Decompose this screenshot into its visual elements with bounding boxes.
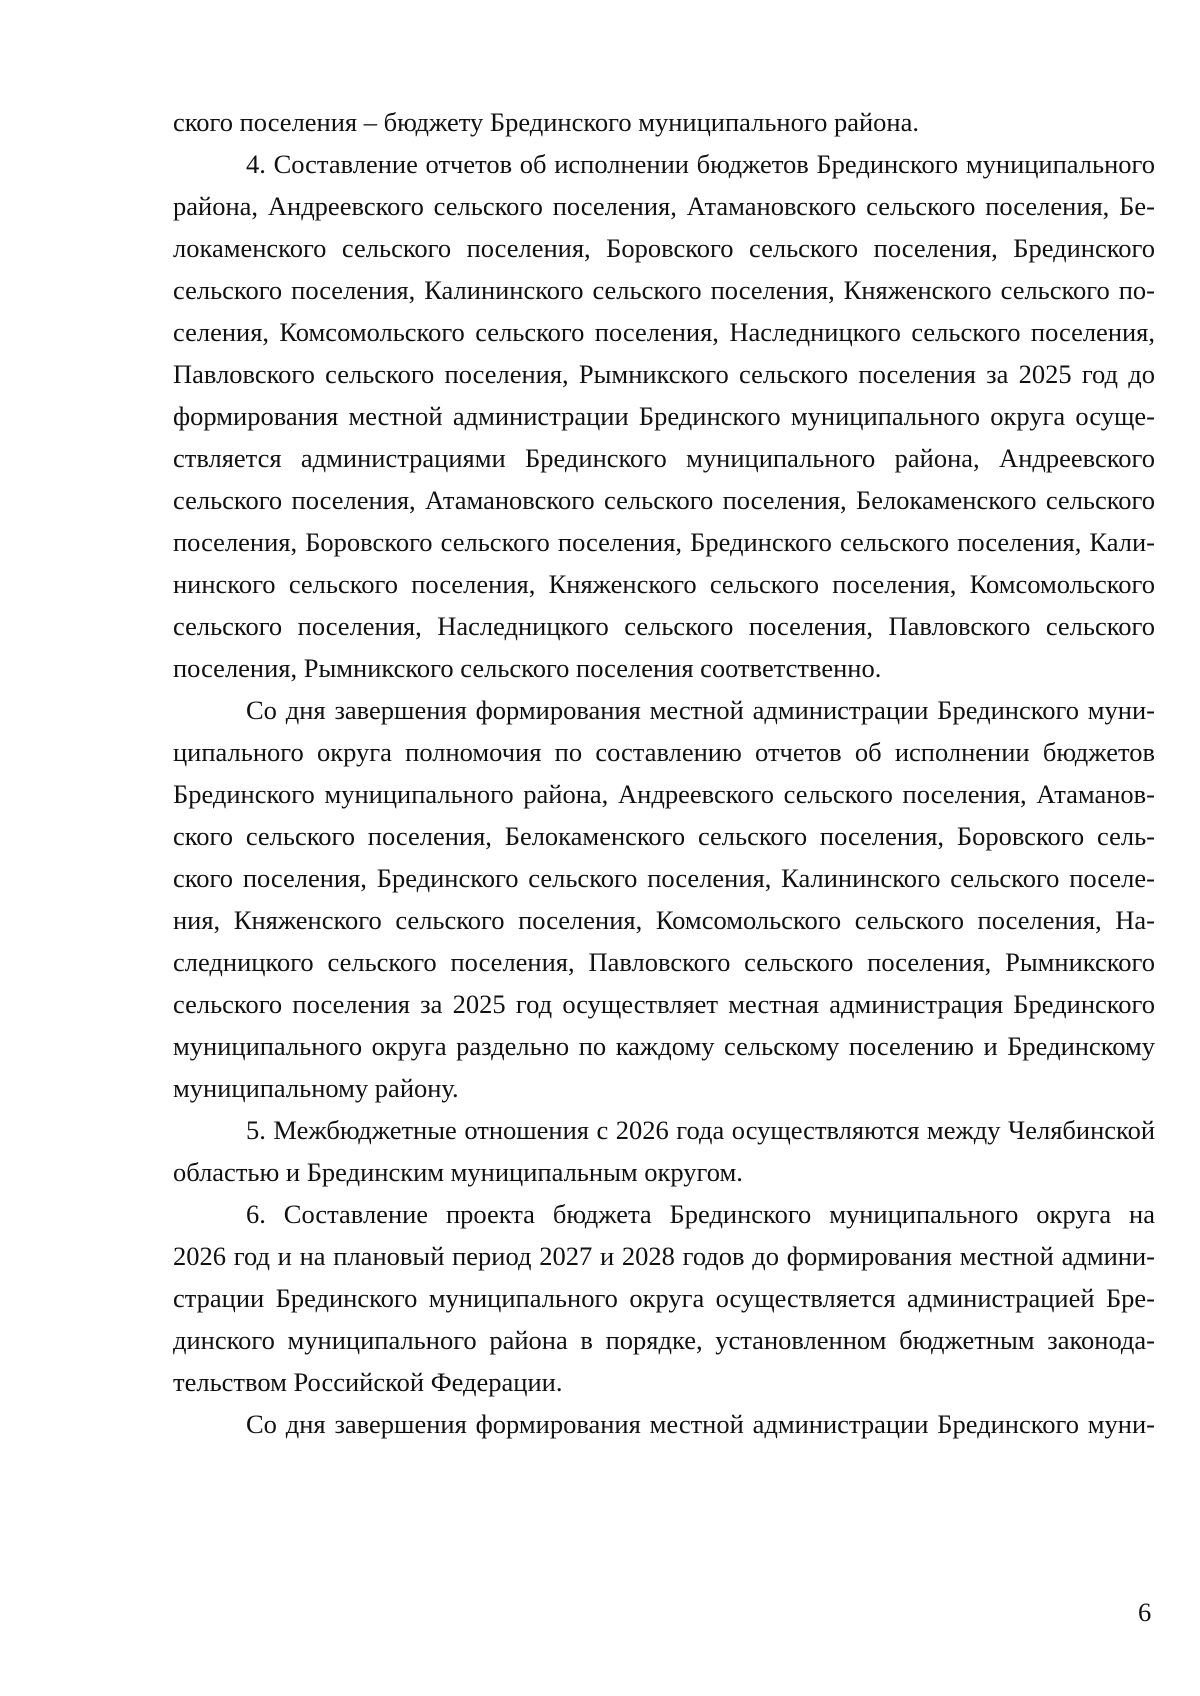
text-line: 6. Составление проекта бюджета Брединского муниципального округа на <box>246 1199 1155 1229</box>
text-line: муниципального округа раздельно по каждому сельскому поселению и Брединскому <box>173 1031 1155 1061</box>
text-line: селения, Комсомольского сельского поселения, Наследницкого сельского поселения, <box>173 317 1155 347</box>
text-line: сельского поселения, Наследницкого сельского поселения, Павловского сельского <box>173 611 1155 641</box>
text-line: сельского поселения, Атамановского сельского поселения, Белокаменского сельского <box>173 485 1155 515</box>
text-line: ского поселения – бюджету Брединского муниципального района. <box>173 107 919 137</box>
page-number: 6 <box>1138 1597 1152 1627</box>
text-line: ского сельского поселения, Белокаменского сельского поселения, Боровского сель- <box>173 821 1155 851</box>
text-line: Со дня завершения формирования местной администрации Брединского муни- <box>246 1409 1155 1439</box>
text-line: 2026 год и на плановый период 2027 и 2028 годов до формирования местной админи- <box>173 1241 1155 1271</box>
text-line: муниципальному району. <box>173 1073 459 1103</box>
text-line: Со дня завершения формирования местной администрации Брединского муни- <box>246 695 1155 725</box>
text-line: областью и Брединским муниципальным округом. <box>173 1157 743 1187</box>
text-line: Павловского сельского поселения, Рымникского сельского поселения за 2025 год до <box>173 359 1155 389</box>
text-line: формирования местной администрации Брединского муниципального округа осуще- <box>173 401 1155 431</box>
text-line: ципального округа полномочия по составлению отчетов об исполнении бюджетов <box>173 737 1155 767</box>
text-line: ствляется администрациями Брединского муниципального района, Андреевского <box>173 443 1155 473</box>
text-line: ния, Княженского сельского поселения, Комсомольского сельского поселения, На- <box>173 905 1155 935</box>
text-line: поселения, Рымникского сельского поселения соответственно. <box>173 653 882 683</box>
text-line: сельского поселения за 2025 год осуществляет местная администрация Брединского <box>173 989 1155 1019</box>
text-line: Брединского муниципального района, Андреевского сельского поселения, Атаманов- <box>173 779 1155 809</box>
text-line: нинского сельского поселения, Княженского сельского поселения, Комсомольского <box>173 569 1155 599</box>
text-line: 4. Составление отчетов об исполнении бюджетов Брединского муниципального <box>246 149 1155 179</box>
text-line: района, Андреевского сельского поселения, Атамановского сельского поселения, Бе- <box>173 191 1155 221</box>
text-line: ского поселения, Брединского сельского поселения, Калининского сельского поселе- <box>173 863 1155 893</box>
text-line: тельством Российской Федерации. <box>173 1367 563 1397</box>
text-line: 5. Межбюджетные отношения с 2026 года осуществляются между Челябинской <box>246 1115 1155 1145</box>
text-line: следницкого сельского поселения, Павловского сельского поселения, Рымникского <box>173 947 1155 977</box>
text-line: страции Брединского муниципального округа осуществляется администрацией Бре- <box>173 1283 1155 1313</box>
text-line: поселения, Боровского сельского поселения, Брединского сельского поселения, Кали- <box>173 527 1155 557</box>
text-line: сельского поселения, Калининского сельского поселения, Княженского сельского по- <box>173 275 1155 305</box>
text-line: динского муниципального района в порядке, установленном бюджетным законода- <box>173 1325 1155 1355</box>
text-line: локаменского сельского поселения, Боровского сельского поселения, Брединского <box>173 233 1155 263</box>
